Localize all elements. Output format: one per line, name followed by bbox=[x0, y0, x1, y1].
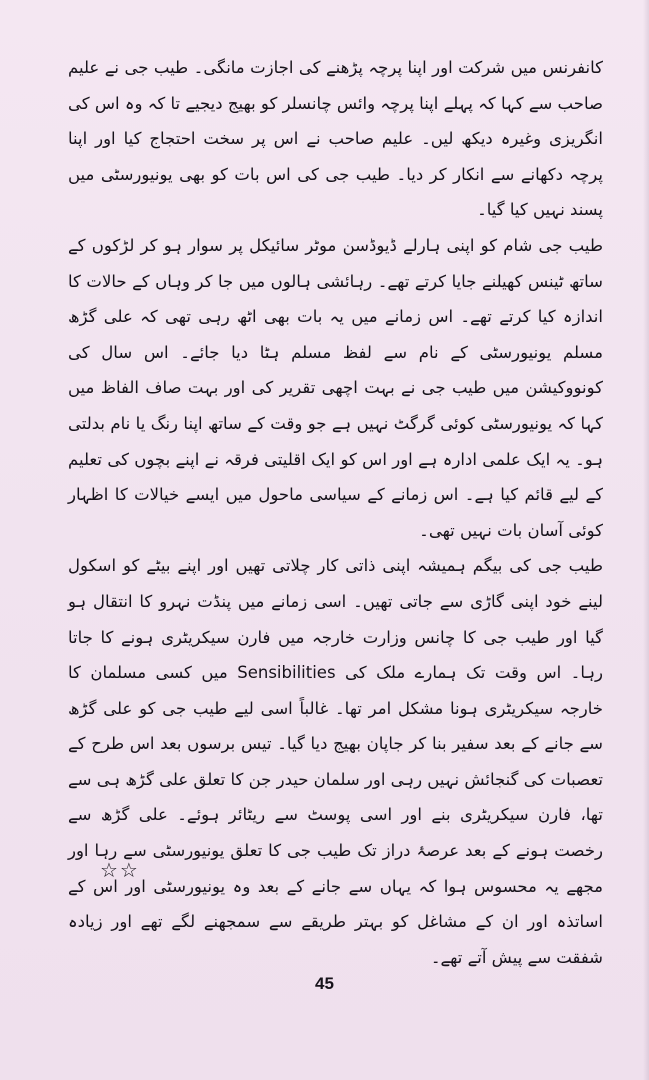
paragraph-3: طیب جی کی بیگم ہمیشہ اپنی ذاتی کار چلاتی تھیں اور اپنے بیٹے کو اسکول لینے خود اپنی گاڑی سے جاتی تھیں۔ اسی زمانے میں پنڈت نہرو کا انتقال ہو گیا اور طیب جی کا چانس وزارت خارجہ میں فارن سیکریٹری ہونے کا جاتا رہا۔ اس وقت تک ہمارے ملک کی Sensibilities میں کسی مسلمان کا خارجہ سیکریٹری ہونا مشکل امر تھا۔ غالباً اسی لیے طیب جی کو علی گڑھ سے جانے کے بعد سفیر بنا کر جاپان بھیج دیا گیا۔ تیس برسوں بعد اس طرح کے تعصبات کی گنجائش نہیں رہی اور سلمان حیدر جن کا تعلق علی گڑھ ہی سے تھا، فارن سیکریٹری بنے اور اسی پوسٹ سے ریٹائر ہوئے۔ علی گڑھ سے رخصت ہونے کے بعد عرصۂ دراز تک طیب جی کا تعلق یونیورسٹی سے رہا اور مجھے یہ محسوس ہوا کہ یہاں سے جانے کے بعد وہ یونیورسٹی اور اس کے اساتذہ اور ان کے مشاغل کو بہتر طریقے سے سمجھنے لگے تھے اور زیادہ شفقت سے پیش آتے تھے۔ bbox=[68, 556, 603, 967]
paragraph-1: کانفرنس میں شرکت اور اپنا پرچہ پڑھنے کی اجازت مانگی۔ طیب جی نے علیم صاحب سے کہا کہ پہلے اپنا پرچہ وائس چانسلر کو بھیج دیجیے تا کہ وہ اس کی انگریزی وغیرہ دیکھ لیں۔ علیم صاحب نے اس پر سخت احتجاج کیا اور اپنا پرچہ دکھانے سے انکار کر دیا۔ طیب جی کی اس بات کو بھی یونیورسٹی میں پسند نہیں کیا گیا۔ bbox=[68, 58, 603, 220]
page-number: 45 bbox=[315, 974, 334, 993]
page-edge bbox=[643, 0, 649, 1080]
section-end-stars: ☆☆ bbox=[100, 858, 140, 882]
paragraph-2: طیب جی شام کو اپنی ہارلے ڈیوڈسن موٹر سائیکل پر سوار ہو کر لڑکوں کے ساتھ ٹینس کھیلنے جایا کرتے تھے۔ رہائشی ہالوں میں جا کر وہاں کے حالات کا اندازہ کیا کرتے تھے۔ اس زمانے میں یہ بات بھی اٹھ رہی تھی کہ علی گڑھ مسلم یونیورسٹی کے نام سے لفظ مسلم ہٹا دیا جائے۔ اس سال کی کونووکیشن میں طیب جی نے بہت اچھی تقریر کی اور بہت صاف الفاظ میں کہا کہ یونیورسٹی کوئی گرگٹ نہیں ہے جو وقت کے ساتھ اپنا رنگ یا نام بدلتی ہو۔ یہ ایک علمی ادارہ ہے اور اس کو ایک اقلیتی فرقہ نے اپنے بچوں کی تعلیم کے لیے قائم کیا ہے۔ اس زمانے کے سیاسی ماحول میں ایسے خیالات کا اظہار کوئی آسان بات نہیں تھی۔ bbox=[68, 235, 603, 540]
body-text bbox=[68, 50, 603, 975]
